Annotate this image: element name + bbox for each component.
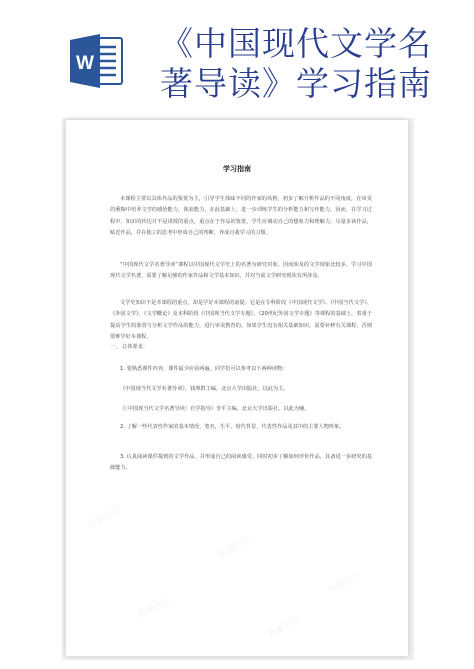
reading-1: 《中国现当代文学名著导读》，钱理群主编，北京大学出版社。以此为主。 — [120, 386, 289, 392]
watermark: 熊猫办公 — [266, 614, 303, 642]
watermark: 熊猫办公 — [86, 504, 123, 532]
requirement-2: 2. 了解一些代表性作家的基本情况，笔名，生平，时代背景，代表性作品及其中的主要人物形象。 — [120, 424, 345, 430]
watermark: 熊猫办公 — [216, 534, 253, 562]
watermark: 熊猫办公 — [326, 569, 363, 597]
banner — [0, 0, 474, 112]
requirement-1: 1. 要熟悉课件内容，课件最少应看两遍。同学们可以参考以下两种读物： — [120, 366, 288, 372]
word-document-icon — [68, 32, 126, 90]
watermark: 熊猫办公 — [136, 594, 173, 622]
paragraph-course: “中国现代文学名著导读”课程以中国现代文学史上的名著为研究对象，因而涉及的文学现象比较多。学习中国现代文学名著，需要了解足够的作家作品和文学基本知识，并对当前文学研究现状有所涉及。 — [110, 262, 372, 280]
reading-2: 《〈中国现当代文学名著导读〉自学指导》李平主编，北京大学出版社。以此为辅。 — [120, 406, 310, 412]
banner-title — [160, 24, 470, 104]
section-heading-requirements: 一、 总体要求： — [110, 344, 148, 350]
document-heading: 学习指南 — [223, 165, 251, 173]
requirement-3: 3. 认真阅读课件提到的文学作品，并形成自己的阅读感受。同时初步了解如何评价作品，具备进一步研究的基础能力。 — [110, 454, 372, 472]
banner-title-line-1: 《中国现代文学名 — [160, 24, 432, 63]
document-page — [66, 120, 408, 656]
svg-text:W: W — [76, 53, 94, 74]
paragraph-intro: 本课程主要以具体作品的鉴赏为主，引导学生体味不同的作家的风格，初步了解分析作品的不同角度，在审美的熏陶中培养文学的感悟能力，体验能力，在此基础上，进一步训练学生的分析能力和写作能力。因而，在学习过程中，知识的传达并不是讲授的重点，重点在于作品的鉴赏，学生应调动自己的想象力和理解力，尽量多读作品，贴近作品，并在独立的思考中形成自己的判断，养成自我学习的习惯。 — [110, 196, 372, 237]
paragraph-literary-history: 文学史知识不是本课程的重点，却是学好本课程的前提；它是在专科阶段《中国现代文学》、《中国当代文学》、《外国文学》、《文学概论》及本科阶段《中国现当代文学专题》、《20世纪外国文学专题》等课程的基础上，着重于提高学生的鉴赏与分析文学作品的能力，进行审美教育的。如果学生没有相关基础知识，需要补修有关课程，否则很难学好本课程。 — [110, 300, 372, 341]
banner-title-line-2: 著导读》学习指南 — [160, 64, 432, 103]
